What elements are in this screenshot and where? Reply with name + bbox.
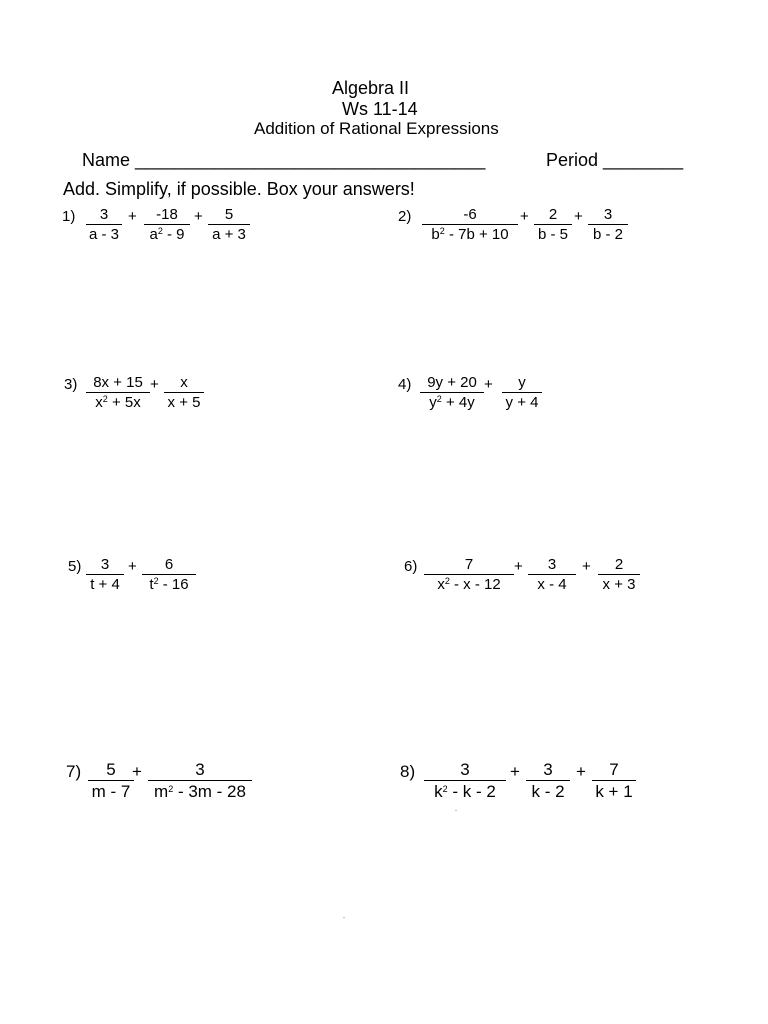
numerator: 5 xyxy=(208,206,250,225)
problem-number: 4) xyxy=(398,376,412,393)
fraction xyxy=(164,374,204,411)
fraction xyxy=(592,760,636,801)
problem-8 xyxy=(400,760,650,804)
period-blank: ________ xyxy=(603,150,684,170)
fraction xyxy=(424,556,514,593)
denominator: x - 4 xyxy=(537,576,567,593)
denominator: a + 3 xyxy=(212,226,246,243)
numerator: 3 xyxy=(528,556,576,575)
numerator: -18 xyxy=(144,206,190,225)
numerator: 2 xyxy=(598,556,640,575)
numerator: y xyxy=(502,374,542,393)
fraction xyxy=(142,556,196,593)
fraction xyxy=(588,206,628,243)
numerator: 3 xyxy=(148,760,252,781)
denominator: $x^2$ - x - 12 xyxy=(437,576,501,593)
problem-2 xyxy=(398,206,648,246)
fraction xyxy=(424,760,506,801)
denominator: $t^2 - 16$ xyxy=(149,576,189,593)
instructions: Add. Simplify, if possible. Box your answers! xyxy=(63,179,415,199)
fraction xyxy=(502,374,542,411)
denominator: $a^2 - 9$ xyxy=(149,226,185,243)
period-line xyxy=(546,150,683,171)
denominator: k - 2 xyxy=(531,782,565,801)
plus-sign: + xyxy=(520,208,529,225)
fraction xyxy=(86,374,150,411)
denominator: y + 4 xyxy=(505,394,539,411)
plus-sign: + xyxy=(150,376,159,393)
numerator: 5 xyxy=(88,760,134,781)
scan-speck xyxy=(343,917,345,918)
fraction xyxy=(86,556,124,593)
fraction xyxy=(534,206,572,243)
fraction xyxy=(144,206,190,243)
problem-number: 3) xyxy=(64,376,78,393)
plus-sign: + xyxy=(128,558,137,575)
plus-sign: + xyxy=(128,208,137,225)
problem-1 xyxy=(62,206,302,246)
problem-number: 1) xyxy=(62,208,76,225)
plus-sign: + xyxy=(132,762,142,781)
denominator: $x^2 + 5x$ xyxy=(95,394,141,411)
denominator: $k^2$ - k - 2 xyxy=(434,782,496,801)
fraction xyxy=(88,760,134,801)
plus-sign: + xyxy=(484,376,493,393)
plus-sign: + xyxy=(576,762,586,781)
numerator: 8x + 15 xyxy=(86,374,150,393)
denominator: b - 2 xyxy=(592,226,623,243)
problem-6 xyxy=(404,556,654,596)
fraction xyxy=(420,374,484,411)
scan-speck xyxy=(455,810,457,811)
worksheet-topic: Addition of Rational Expressions xyxy=(254,119,499,138)
fraction xyxy=(86,206,122,243)
problem-5 xyxy=(68,556,208,596)
name-label: Name xyxy=(82,150,131,170)
problem-number: 7) xyxy=(66,762,82,781)
plus-sign: + xyxy=(582,558,591,575)
numerator: 3 xyxy=(588,206,628,225)
worksheet-number: Ws 11-14 xyxy=(342,99,418,119)
plus-sign: + xyxy=(194,208,203,225)
problem-number: 5) xyxy=(68,558,82,575)
period-label: Period xyxy=(546,150,599,170)
numerator: 6 xyxy=(142,556,196,575)
problem-number: 6) xyxy=(404,558,418,575)
fraction xyxy=(208,206,250,243)
name-line xyxy=(82,150,485,171)
numerator: 2 xyxy=(534,206,572,225)
numerator: -6 xyxy=(422,206,518,225)
fraction xyxy=(526,760,570,801)
plus-sign: + xyxy=(510,762,520,781)
numerator: 7 xyxy=(592,760,636,781)
denominator: x + 5 xyxy=(167,394,201,411)
denominator: k + 1 xyxy=(595,782,633,801)
course-title: Algebra II xyxy=(332,78,410,98)
fraction xyxy=(148,760,252,801)
plus-sign: + xyxy=(514,558,523,575)
denominator: $y^2 + 4y$ xyxy=(429,394,475,411)
plus-sign: + xyxy=(574,208,583,225)
denominator: $b^2 - 7b + 10$ xyxy=(431,226,509,243)
numerator: 3 xyxy=(424,760,506,781)
problem-3 xyxy=(64,374,224,414)
fraction xyxy=(422,206,518,243)
problem-number: 8) xyxy=(400,762,416,781)
denominator: $m^2 - 3m - 28$ xyxy=(154,782,246,801)
problem-7 xyxy=(66,760,266,804)
fraction xyxy=(528,556,576,593)
numerator: 7 xyxy=(424,556,514,575)
denominator: m - 7 xyxy=(91,782,131,801)
problem-4 xyxy=(398,374,558,414)
fraction xyxy=(598,556,640,593)
numerator: 9y + 20 xyxy=(420,374,484,393)
problem-number: 2) xyxy=(398,208,412,225)
denominator: x + 3 xyxy=(602,576,636,593)
numerator: 3 xyxy=(86,206,122,225)
name-blank: ___________________________________ xyxy=(135,150,486,170)
numerator: 3 xyxy=(526,760,570,781)
denominator: a - 3 xyxy=(88,226,119,243)
numerator: 3 xyxy=(86,556,124,575)
denominator: b - 5 xyxy=(537,226,568,243)
denominator: t + 4 xyxy=(90,576,120,593)
numerator: x xyxy=(164,374,204,393)
